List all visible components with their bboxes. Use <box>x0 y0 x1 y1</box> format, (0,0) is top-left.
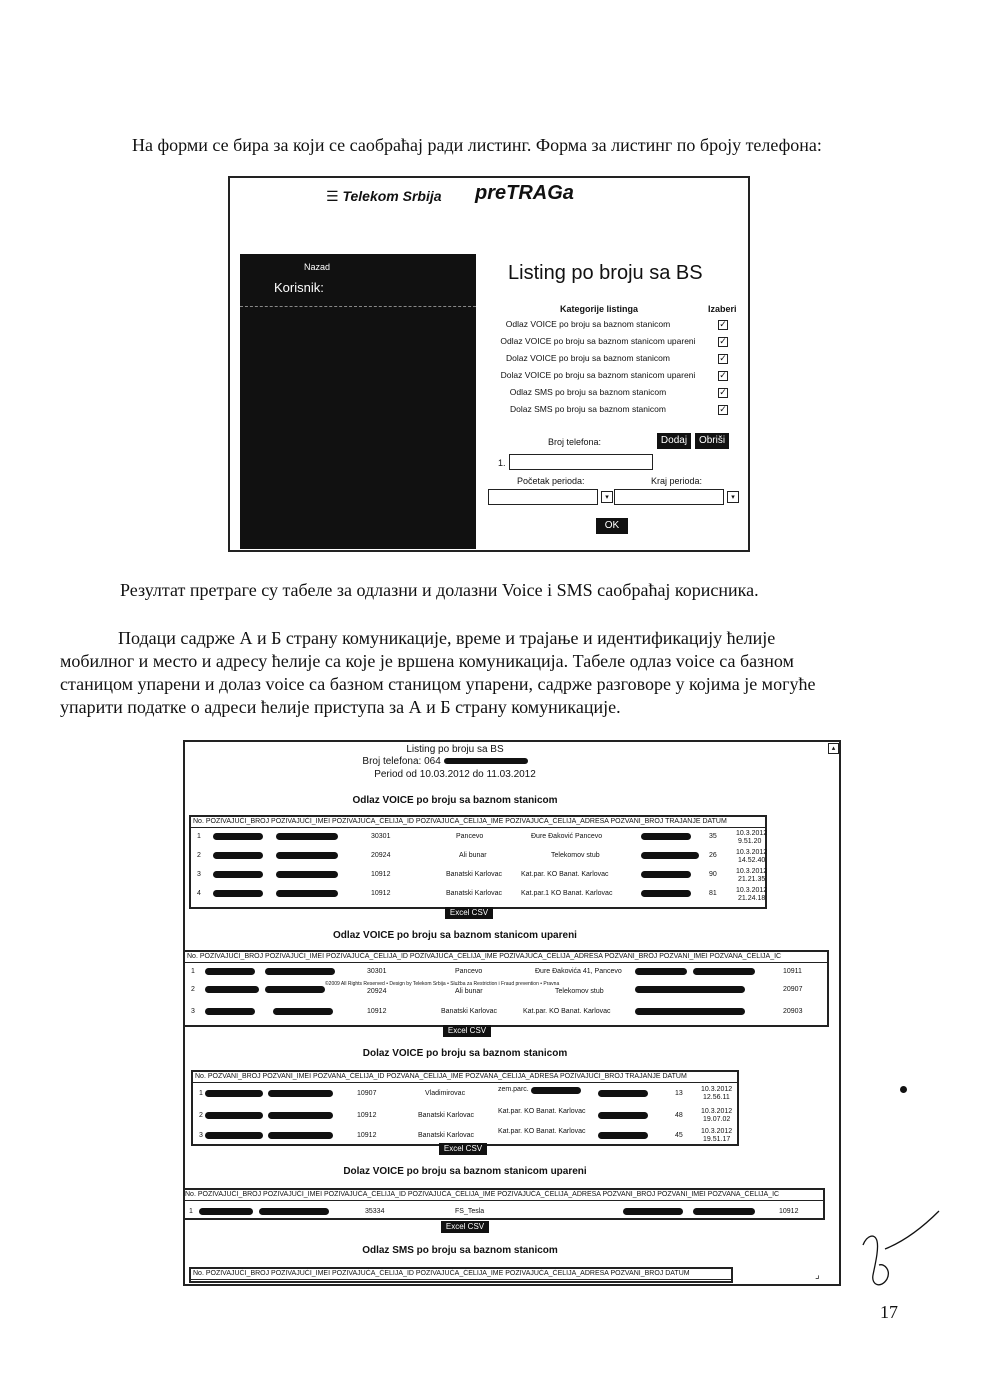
redaction <box>268 1090 333 1097</box>
page-number: 17 <box>880 1302 898 1322</box>
cell-date: 10.3.2012 <box>736 868 768 875</box>
table-header: No. POZIVAJUĆI_BROJ POZIVAJUĆI_IMEI POZIVAJUĆA_ĆELIJA_ID POZIVAJUĆA_ĆELIJA_IME POZIVAJUĆA_ĆELIJA_ADRESA POZVANI_BROJ POZVANI_IMEI POZVANA_ĆELIJA_IC <box>183 1190 823 1201</box>
cell-address: Telekomov stub <box>551 852 600 859</box>
export-buttons <box>439 1143 487 1155</box>
user-label: Korisnik: <box>274 280 324 295</box>
cell-no: 4 <box>197 890 201 897</box>
result-phone <box>185 756 705 767</box>
cell-id: 35334 <box>365 1208 385 1215</box>
redaction <box>623 1208 683 1215</box>
cell-called-cell: 20903 <box>783 1008 803 1015</box>
form-heading: Listing po broju sa BS <box>508 262 703 284</box>
cell-date: 10.3.2012 <box>736 830 768 837</box>
sidebar-divider <box>240 306 476 307</box>
cell-id: 10912 <box>357 1132 377 1139</box>
cell-duration: 81 <box>709 890 717 897</box>
export-buttons <box>441 1221 489 1233</box>
cell-address: Kat.par. KO Banat. Karlovac <box>521 871 609 878</box>
csv-button[interactable]: CSV <box>469 1026 487 1035</box>
excel-button[interactable]: Excel <box>449 908 470 917</box>
period-end-input[interactable] <box>614 489 724 505</box>
cell-address: Đure Đakovića 41, Pancevo <box>535 968 622 975</box>
paragraph-line: упарити податке о адреси ћелије приступа за А и Б страну комуникације. <box>60 697 621 717</box>
excel-button[interactable]: Excel <box>443 1144 464 1153</box>
cell-name: Banatski Karlovac <box>418 1132 475 1139</box>
redaction <box>598 1090 648 1097</box>
csv-button[interactable]: CSV <box>465 1144 483 1153</box>
cell-id: 30301 <box>367 968 387 975</box>
table-header: No. POZVANI_BROJ POZVANI_IMEI POZVANA_ĆELIJA_ID POZVANA_ĆELIJA_IME POZVANA_ĆELIJA_ADRESA POZIVAJUĆI_BROJ TRAJANJE DATUM <box>193 1072 737 1083</box>
cell-id: 20924 <box>371 852 391 859</box>
sidebar <box>240 254 476 549</box>
cell-no: 3 <box>199 1132 203 1139</box>
cell-time: 21.21.35 <box>738 876 766 883</box>
paragraph-line: мобилног и место и адресу ћелије са које је вршена комуникација. Табеле одлаз voice са базном <box>60 651 794 671</box>
redaction <box>635 1008 745 1015</box>
paragraph-line: Подаци садрже А и Б страну комуникације, време и трајање и идентификацију ћелије <box>118 628 776 648</box>
brand-name: Telekom Srbija <box>342 188 442 204</box>
category-label: Odlaz SMS po broju sa baznom stanicom <box>509 387 667 397</box>
cell-no: 1 <box>189 1208 193 1215</box>
export-buttons <box>443 1025 491 1037</box>
redaction <box>641 871 691 878</box>
cell-time: 14.52.40 <box>738 857 766 864</box>
cell-date: 10.3.2012 <box>701 1108 733 1115</box>
table-header: No. POZIVAJUĆI_BROJ POZIVAJUĆI_IMEI POZIVAJUĆA_ĆELIJA_ID POZIVAJUĆA_ĆELIJA_IME POZIVAJUĆA_ĆELIJA_ADRESA POZVANI_BROJ TRAJANJE DATUM <box>191 817 765 828</box>
table-header: No. POZIVAJUĆI_BROJ POZIVAJUĆI_IMEI POZIVAJUĆA_ĆELIJA_ID POZIVAJUĆA_ĆELIJA_IME POZIVAJUĆA_ĆELIJA_ADRESA POZVANI_BROJ DATUM <box>191 1269 731 1280</box>
redaction <box>693 968 755 975</box>
redaction <box>598 1132 648 1139</box>
category-label: Dolaz SMS po broju sa baznom stanicom <box>510 404 666 414</box>
cell-time: 19.51.17 <box>703 1136 731 1143</box>
redaction <box>635 986 745 993</box>
cell-no: 3 <box>191 1008 195 1015</box>
redaction <box>205 968 255 975</box>
cell-address: zem.parc. <box>498 1086 529 1093</box>
cell-name: Banatski Karlovac <box>446 890 503 897</box>
phone-label: Broj telefona: <box>548 437 602 447</box>
table-dolaz-voice-upareni <box>183 1188 825 1220</box>
redaction <box>635 968 687 975</box>
table-dolaz-voice <box>191 1070 739 1146</box>
cell-no: 2 <box>197 852 201 859</box>
cell-id: 30301 <box>371 833 391 840</box>
category-checkbox[interactable]: ✓ <box>719 404 727 414</box>
delete-button[interactable]: Obriši <box>695 433 729 449</box>
section-title: Odlaz VOICE po broju sa baznom stanicom <box>352 795 558 806</box>
phone-input[interactable] <box>509 454 653 470</box>
cell-called-cell: 20907 <box>783 986 803 993</box>
section-title: Dolaz VOICE po broju sa baznom stanicom upareni <box>343 1166 587 1177</box>
cell-date: 10.3.2012 <box>736 887 768 894</box>
cell-name: FS_Tesla <box>455 1208 485 1215</box>
table-header: No. POZIVAJUĆI_BROJ POZIVAJUĆI_IMEI POZIVAJUĆA_ĆELIJA_ID POZIVAJUĆA_ĆELIJA_IME POZIVAJUĆA_ĆELIJA_ADRESA POZVANI_BROJ POZVANI_IMEI POZVANA_ĆELIJA_IC <box>185 952 827 963</box>
resize-grip-icon[interactable]: ⌟ <box>815 1270 820 1281</box>
section-title: Odlaz VOICE po broju sa baznom stanicom upareni <box>333 930 577 941</box>
cell-time: 9.51.20 <box>738 838 762 845</box>
listing-form-screenshot <box>228 176 750 552</box>
cell-name: Pancevo <box>455 968 483 975</box>
redaction <box>205 1112 263 1119</box>
cell-name: Ali bunar <box>455 988 483 995</box>
cell-date: 10.3.2012 <box>736 849 768 856</box>
category-label: Dolaz VOICE po broju sa baznom stanicom <box>506 353 670 363</box>
redaction <box>531 1087 581 1094</box>
cell-no: 2 <box>199 1112 203 1119</box>
scroll-up-icon[interactable]: ▴ <box>828 743 839 754</box>
cell-name: Pancevo <box>456 833 484 840</box>
cell-name: Banatski Karlovac <box>446 871 503 878</box>
cell-id: 10912 <box>371 890 391 897</box>
cell-time: 19.07.02 <box>703 1116 731 1123</box>
redaction <box>276 833 338 840</box>
cell-id: 10907 <box>357 1090 377 1097</box>
cell-date: 10.3.2012 <box>701 1128 733 1135</box>
handwritten-signature <box>855 1205 945 1295</box>
redaction <box>213 871 263 878</box>
cell-name: Banatski Karlovac <box>441 1008 498 1015</box>
redaction <box>199 1208 253 1215</box>
excel-button[interactable]: Excel <box>447 1026 468 1035</box>
redaction <box>213 852 263 859</box>
result-screenshot <box>183 740 841 1286</box>
cell-address: Kat.par. KO Banat. Karlovac <box>498 1128 586 1135</box>
intro-text: На форми се бира за који се саобраћај ради листинг. Форма за листинг по броју телефона: <box>132 135 822 155</box>
paragraph-line: станицом упарени и долаз voice са базном станицом упарени, садрже разговоре у којима је могуће <box>60 674 816 694</box>
redaction <box>213 833 263 840</box>
cell-name: Ali bunar <box>459 852 487 859</box>
cell-time: 21.24.18 <box>738 895 766 902</box>
cell-date: 10.3.2012 <box>701 1086 733 1093</box>
cell-name: Banatski Karlovac <box>418 1112 475 1119</box>
cell-no: 3 <box>197 871 201 878</box>
result-text: Резултат претраге су табеле за одлазни и долазни Voice i SMS саобраћај корисника. <box>120 580 759 600</box>
redaction <box>268 1112 333 1119</box>
export-buttons <box>445 907 493 919</box>
cell-no: 1 <box>191 968 195 975</box>
calendar-icon[interactable]: ▾ <box>601 491 613 503</box>
redaction <box>641 890 691 897</box>
redaction <box>205 1132 263 1139</box>
cell-duration: 13 <box>675 1090 683 1097</box>
cell-address: Kat.par.1 KO Banat. Karlovac <box>521 890 613 897</box>
cell-duration: 48 <box>675 1112 683 1119</box>
excel-button[interactable]: Excel <box>445 1222 466 1231</box>
redaction <box>693 1208 755 1215</box>
section-title: Odlaz SMS po broju sa baznom stanicom <box>362 1245 558 1256</box>
redaction <box>598 1112 648 1119</box>
table-odlaz-voice-upareni <box>183 950 829 1027</box>
redaction <box>276 852 338 859</box>
cell-address: Đure Đaković Pancevo <box>531 833 603 840</box>
redaction <box>259 1208 329 1215</box>
redaction <box>641 852 699 859</box>
category-checkbox[interactable]: ✓ <box>719 370 727 380</box>
redaction <box>205 986 259 993</box>
telekom-logo <box>326 188 442 205</box>
cell-duration: 26 <box>709 852 717 859</box>
cell-time: 12.56.11 <box>703 1094 730 1101</box>
cell-name: Vladimirovac <box>425 1090 466 1097</box>
redaction <box>276 890 338 897</box>
category-label: Odlaz VOICE po broju sa baznom stanicom upareni <box>500 336 696 346</box>
period-start-label: Početak perioda: <box>517 476 585 486</box>
redaction <box>268 1132 333 1139</box>
redaction <box>265 968 335 975</box>
category-checkbox[interactable]: ✓ <box>719 319 727 329</box>
cell-duration: 45 <box>675 1132 683 1139</box>
table-odlaz-voice <box>189 815 767 909</box>
cell-id: 10912 <box>371 871 391 878</box>
redaction <box>273 1008 333 1015</box>
redaction <box>444 758 528 764</box>
cell-called-cell: 10912 <box>779 1208 799 1215</box>
csv-button[interactable]: CSV <box>467 1222 485 1231</box>
ok-button[interactable]: OK <box>596 518 628 534</box>
cell-no: 1 <box>199 1090 203 1097</box>
cell-address: Kat.par. KO Banat. Karlovac <box>523 1008 611 1015</box>
redaction <box>213 890 263 897</box>
cell-duration: 90 <box>709 871 717 878</box>
category-label: Odlaz VOICE po broju sa baznom stanicom <box>505 319 671 329</box>
cell-called-cell: 10911 <box>783 968 802 975</box>
redaction <box>641 833 691 840</box>
footer-overlay-text: ©2009 All Rights Reserved • Design by Telekom Srbija • Služba za Restriction i Fraud prevention • Pravna <box>325 981 560 987</box>
cell-address: Telekomov stub <box>555 988 604 995</box>
redaction <box>205 1008 255 1015</box>
cell-no: 2 <box>191 986 195 993</box>
cell-address: Kat.par. KO Banat. Karlovac <box>498 1108 586 1115</box>
period-end-label: Kraj perioda: <box>651 476 703 486</box>
period-start-input[interactable] <box>488 489 598 505</box>
cell-no: 1 <box>197 833 201 840</box>
select-header: Izaberi <box>708 304 737 314</box>
table-odlaz-sms <box>189 1267 733 1283</box>
margin-dot <box>900 1086 907 1093</box>
cell-id: 10912 <box>357 1112 377 1119</box>
csv-button[interactable]: CSV <box>471 908 489 917</box>
phone-line: Broj telefona: 064 <box>362 756 441 767</box>
telekom-s-icon: ☰ <box>326 188 339 204</box>
redaction <box>276 871 338 878</box>
section-title: Dolaz VOICE po broju sa baznom stanicom <box>362 1048 568 1059</box>
category-checkbox[interactable]: ✓ <box>719 387 727 397</box>
cell-id: 10912 <box>367 1008 387 1015</box>
redaction <box>205 1090 263 1097</box>
row-index: 1. <box>498 458 506 468</box>
category-label: Dolaz VOICE po broju sa baznom stanicom upareni <box>500 370 696 380</box>
nav-back-link[interactable]: Nazad <box>304 262 331 272</box>
calendar-icon[interactable]: ▾ <box>727 491 739 503</box>
app-title: preTRAGa <box>475 182 574 204</box>
cell-id: 20924 <box>367 988 387 995</box>
add-button[interactable]: Dodaj <box>657 433 691 449</box>
category-checkbox[interactable]: ✓ <box>719 336 727 346</box>
cell-duration: 35 <box>709 833 717 840</box>
redaction <box>265 986 325 993</box>
result-period: Period od 10.03.2012 do 11.03.2012 <box>374 769 536 780</box>
categories-header: Kategorije listinga <box>560 304 639 314</box>
result-title: Listing po broju sa BS <box>406 744 504 755</box>
category-checkbox[interactable]: ✓ <box>719 353 727 363</box>
